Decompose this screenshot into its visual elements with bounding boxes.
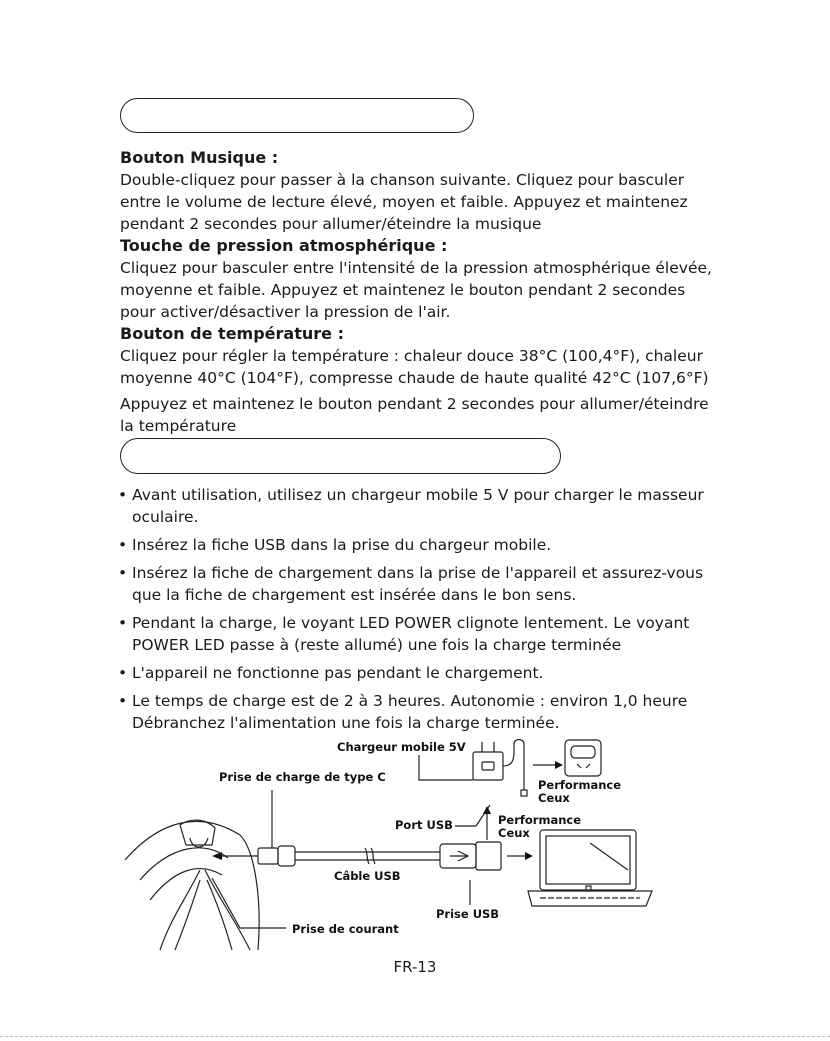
temperature-hold-text: Appuyez et maintenez le bouton pendant 2 secondes pour allumer/éteindre la température	[120, 395, 709, 435]
list-item: • Insérez la fiche USB dans la prise du chargeur mobile.	[118, 534, 718, 556]
air-pressure-text: Cliquez pour basculer entre l'intensité de la pression atmosphérique élevée, moyenne et faible. Appuyez et maintenez le bouton pendant 2 secondes pour activer/désactiver la pression de l'air.	[120, 259, 712, 321]
list-item: • Le temps de charge est de 2 à 3 heures. Autonomie : environ 1,0 heure Débranchez l'alimentation une fois la charge terminée.	[118, 690, 718, 734]
temperature-button-heading: Bouton de température :	[120, 324, 344, 343]
performance-label-1: Performance	[538, 778, 622, 792]
power-jack-label: Prise de courant	[292, 922, 399, 936]
performance-label-1b: Ceux	[538, 791, 570, 805]
type-c-label: Prise de charge de type C	[219, 770, 386, 784]
cable-label: Câble USB	[334, 869, 401, 883]
list-item: • L'appareil ne fonctionne pas pendant le chargement.	[118, 662, 718, 684]
temperature-button-text: Cliquez pour régler la température : chaleur douce 38°C (100,4°F), chaleur moyenne 40°C (104°F), compresse chaude de haute qualité 42°C (107,6°F)	[120, 347, 709, 387]
performance-label-2: Performance	[498, 813, 582, 827]
list-item: • Insérez la fiche de chargement dans la prise de l'appareil et assurez-vous que la fiche de chargement est insérée dans le bon sens.	[118, 562, 718, 606]
list-item: • Pendant la charge, le voyant LED POWER clignote lentement. Le voyant POWER LED passe à (reste allumé) une fois la charge terminée	[118, 612, 718, 656]
laptop-icon	[540, 830, 636, 890]
charger-label: Chargeur mobile 5V	[337, 740, 466, 754]
performance-label-2b: Ceux	[498, 826, 530, 840]
page-cut-line	[0, 1036, 830, 1037]
usb-plug-label: Prise USB	[436, 907, 500, 921]
music-button-text: Double-cliquez pour passer à la chanson suivante. Cliquez pour basculer entre le volume de lecture élevé, moyen et faible. Appuyez et maintenez pendant 2 secondes pour allumer/éteindre la musique	[120, 171, 688, 233]
port-usb-label: Port USB	[395, 818, 453, 832]
page-number: FR-13	[393, 958, 437, 976]
mobile-charger-icon	[473, 752, 503, 780]
air-pressure-heading: Touche de pression atmosphérique :	[120, 236, 448, 255]
type-c-plug-icon	[258, 848, 278, 864]
list-item: • Avant utilisation, utilisez un chargeur mobile 5 V pour charger le masseur oculaire.	[118, 484, 718, 528]
music-button-heading: Bouton Musique :	[120, 148, 279, 167]
